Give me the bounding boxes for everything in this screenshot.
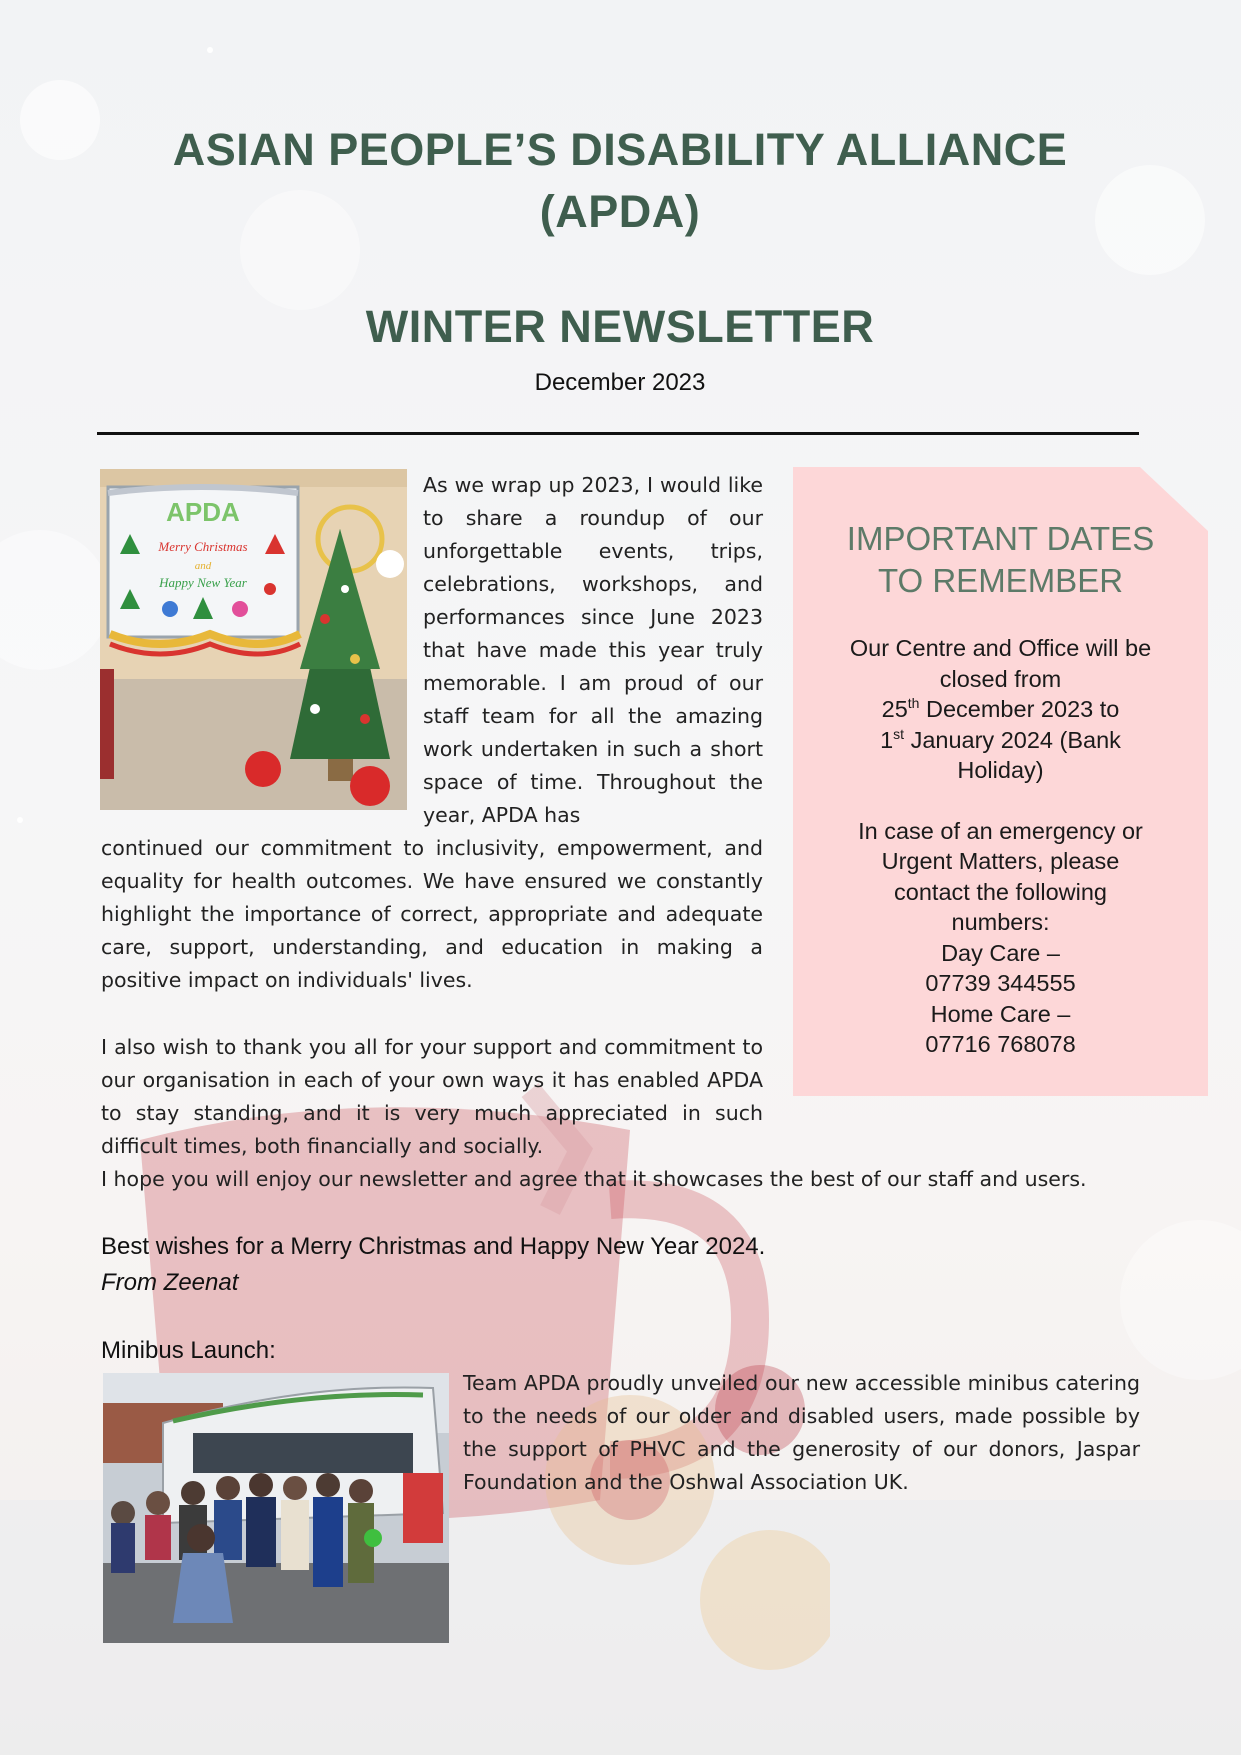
closure-from: 25th December 2023 to	[881, 695, 1120, 722]
closure-holiday: Holiday)	[957, 757, 1044, 783]
thanks-paragraph: I also wish to thank you all for your support and commitment to our organisation in each of your own ways it has enabled APDA to stay standing, and it is very much appreciated in such difficult times, both financially and socially.	[101, 1035, 763, 1158]
homecare-number: 07716 768078	[925, 1031, 1076, 1057]
daycare-number: 07739 344555	[925, 970, 1076, 996]
newsletter-title: WINTER NEWSLETTER	[365, 301, 875, 352]
newsletter-date: December 2023	[534, 369, 706, 396]
board-line3: Happy New Year	[159, 575, 247, 590]
minibus-paragraph: Team APDA proudly unveiled our new accessible minibus catering to the needs of our older and disabled users, made possible by the support of PHVC and the generosity of our donors, Jaspar Foundation and the Oshwal Association UK.	[463, 1371, 1140, 1494]
closure-line1: Our Centre and Office will be	[849, 635, 1152, 661]
christmas-decorations-photo	[100, 469, 407, 810]
intro-paragraph-part1: As we wrap up 2023, I would like to share a roundup of our unforgettable events, trips, celebrations, workshops, and performances since June 2023 that have made this year truly memorable. I am proud of our staff team for all the amazing work undertaken in such a short space of time. Throughout the year, APDA has	[423, 473, 763, 827]
header-divider	[97, 432, 1139, 435]
minibus-heading: Minibus Launch:	[101, 1337, 276, 1364]
board-title: APDA	[166, 497, 240, 527]
org-title-abbrev: (APDA)	[539, 186, 701, 237]
closure-to: 1st January 2024 (Bank	[880, 725, 1121, 753]
daycare-label: Day Care –	[941, 939, 1060, 966]
homecare-label: Home Care –	[930, 1000, 1071, 1027]
minibus-launch-photo	[103, 1373, 449, 1643]
closure-line2: closed from	[939, 665, 1062, 692]
emergency-line2: Urgent Matters, please	[881, 848, 1120, 874]
board-line2: and	[194, 560, 212, 572]
emergency-line3: contact the following	[894, 878, 1107, 905]
signature: From Zeenat	[101, 1269, 239, 1296]
season-greeting: Best wishes for a Merry Christmas and Happy New Year 2024.	[101, 1233, 766, 1260]
org-title: ASIAN PEOPLE’S DISABILITY ALLIANCE	[172, 124, 1068, 175]
important-dates-title: IMPORTANT DATES TO REMEMBER	[846, 520, 1155, 599]
intro-paragraph-part2: continued our commitment to inclusivity, empowerment, and equality for health outcomes. We have ensured we constantly highlight the importance of correct, appropriate and adequate care, support, understanding, and education in making a positive impact on individuals' lives.	[101, 836, 763, 992]
hope-paragraph: I hope you will enjoy our newsletter and agree that it showcases the best of our staff and users.	[101, 1167, 1087, 1191]
emergency-line1: In case of an emergency or	[858, 817, 1143, 844]
emergency-line4: numbers:	[951, 909, 1050, 935]
board-line1: Merry Christmas	[158, 539, 248, 554]
important-dates-details	[793, 633, 1208, 1060]
